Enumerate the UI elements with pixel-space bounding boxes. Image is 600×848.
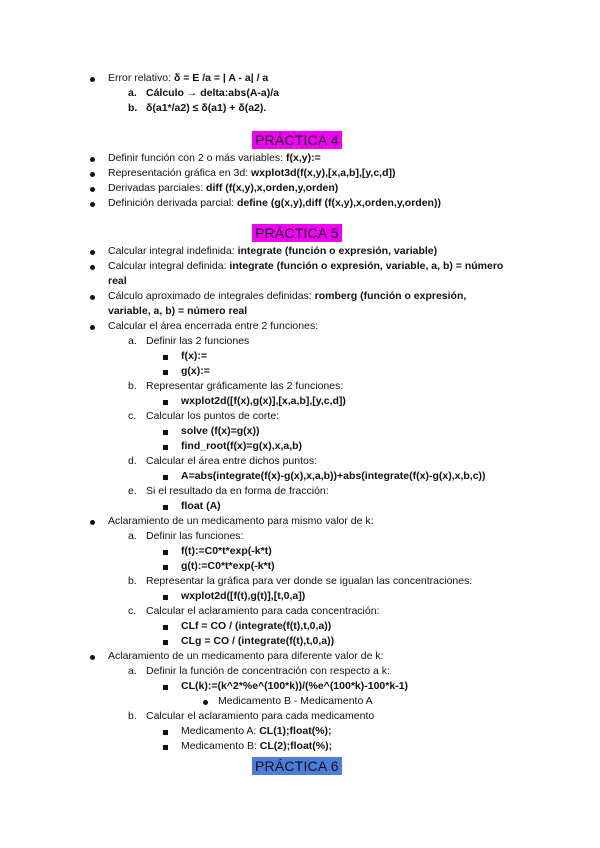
square-bullet bbox=[163, 625, 168, 630]
square-bullet bbox=[163, 565, 168, 570]
sub-sub-item: CLg = CO / (integrate(f(t),t,0,a)) bbox=[181, 635, 335, 647]
sub-marker: b. bbox=[128, 380, 137, 392]
bullet-dot bbox=[90, 187, 95, 192]
bullet-dot bbox=[90, 655, 95, 660]
square-bullet bbox=[163, 445, 168, 450]
square-bullet bbox=[163, 550, 168, 555]
sub-sub-item: f(t):=C0*t*exp(-k*t) bbox=[181, 545, 272, 557]
sub-sub-item: CLf = CO / (integrate(f(t),t,0,a)) bbox=[181, 620, 332, 632]
sub-marker: c. bbox=[128, 605, 137, 617]
sub-item: Representar gráficamente las 2 funciones: bbox=[146, 380, 344, 392]
bullet-dot bbox=[90, 250, 95, 255]
heading-practica-6: PRÁCTICA 6 bbox=[252, 757, 342, 775]
sub-item: Calcular los puntos de corte: bbox=[146, 410, 280, 422]
sub-item: Definir las 2 funciones bbox=[146, 335, 250, 347]
sub-item: Calcular el aclaramiento para cada concentración: bbox=[146, 605, 380, 617]
list-item: Definición derivada parcial: define (g(x,y),diff (f(x,y),x,orden,y,orden)) bbox=[108, 197, 441, 209]
list-item-continuation: variable, a, b) = número real bbox=[108, 305, 248, 317]
sub-marker: a. bbox=[128, 87, 137, 99]
bullet-dot bbox=[90, 295, 95, 300]
sub-sub-item: g(t):=C0*t*exp(-k*t) bbox=[181, 560, 275, 572]
sub-marker: a. bbox=[128, 335, 137, 347]
sub-sub-item: A=abs(integrate(f(x)-g(x),x,a,b))+abs(integrate(f(x)-g(x),x,b,c)) bbox=[181, 470, 486, 482]
bullet-dot bbox=[90, 77, 95, 82]
sub-item: Calcular el área entre dichos puntos: bbox=[146, 455, 318, 467]
sub-marker: b. bbox=[128, 575, 137, 587]
sub-marker: a. bbox=[128, 665, 137, 677]
sub-item: Definir la función de concentración con respecto a k: bbox=[146, 665, 390, 677]
square-bullet bbox=[163, 370, 168, 375]
sub-marker: b. bbox=[128, 710, 137, 722]
sub-sub-item: Medicamento B: CL(2);float(%); bbox=[181, 740, 333, 752]
sub-sub-sub-item: Medicamento B - Medicamento A bbox=[218, 695, 373, 707]
list-item: Representación gráfica en 3d: wxplot3d(f(x,y),[x,a,b],[y,c,d]) bbox=[108, 167, 396, 179]
bullet-dot bbox=[90, 325, 95, 330]
sub-sub-item: Medicamento A: CL(1);float(%); bbox=[181, 725, 332, 737]
sub-sub-item: wxplot2d([f(x),g(x)],[x,a,b],[y,c,d]) bbox=[181, 395, 346, 407]
list-item: Aclaramiento de un medicamento para diferente valor de k: bbox=[108, 650, 384, 662]
heading-practica-4: PRÁCTICA 4 bbox=[252, 131, 342, 149]
square-bullet bbox=[163, 685, 168, 690]
sub-item-delta: δ(a1*/a2) ≤ δ(a1) + δ(a2). bbox=[146, 102, 267, 114]
sub-item: Si el resultado da en forma de fracción: bbox=[146, 485, 329, 497]
bullet-dot bbox=[203, 700, 208, 705]
sub-sub-item: g(x):= bbox=[181, 365, 210, 377]
square-bullet bbox=[163, 475, 168, 480]
sub-marker: a. bbox=[128, 530, 137, 542]
list-item: Cálculo aproximado de integrales definidas: romberg (función o expresión, bbox=[108, 290, 467, 302]
square-bullet bbox=[163, 400, 168, 405]
square-bullet bbox=[163, 595, 168, 600]
square-bullet bbox=[163, 505, 168, 510]
list-item: Calcular el área encerrada entre 2 funciones: bbox=[108, 320, 319, 332]
sub-item: Representar la gráfica para ver donde se igualan las concentraciones: bbox=[146, 575, 473, 587]
sub-sub-item: CL(k):=(k^2*%e^(100*k))/(%e^(100*k)-100*k-1) bbox=[181, 680, 409, 692]
sub-item-calculo: Cálculo → delta:abs(A-a)/a bbox=[146, 87, 280, 99]
list-item: Calcular integral indefinida: integrate (función o expresión, variable) bbox=[108, 245, 438, 257]
sub-sub-item: wxplot2d([f(t),g(t)],[t,0,a]) bbox=[181, 590, 306, 602]
sub-item: Definir las funciones: bbox=[146, 530, 244, 542]
sub-sub-item: f(x):= bbox=[181, 350, 207, 362]
list-item-error-relativo: Error relativo: δ = E /a = | A - a| / a bbox=[108, 72, 269, 84]
bullet-dot bbox=[90, 202, 95, 207]
sub-marker: e. bbox=[128, 485, 137, 497]
square-bullet bbox=[163, 640, 168, 645]
bullet-dot bbox=[90, 265, 95, 270]
list-item: Calcular integral definida: integrate (función o expresión, variable, a, b) = número bbox=[108, 260, 504, 272]
sub-marker: c. bbox=[128, 410, 137, 422]
square-bullet bbox=[163, 355, 168, 360]
sub-sub-item: solve (f(x)=g(x)) bbox=[181, 425, 260, 437]
sub-item: Calcular el aclaramiento para cada medicamento bbox=[146, 710, 375, 722]
list-item: Derivadas parciales: diff (f(x,y),x,orden,y,orden) bbox=[108, 182, 339, 194]
bullet-dot bbox=[90, 157, 95, 162]
sub-sub-item: find_root(f(x)=g(x),x,a,b) bbox=[181, 440, 303, 452]
sub-marker: b. bbox=[128, 102, 138, 114]
square-bullet bbox=[163, 745, 168, 750]
list-item: Aclaramiento de un medicamento para mismo valor de k: bbox=[108, 515, 374, 527]
list-item: Definir función con 2 o más variables: f(x,y):= bbox=[108, 152, 321, 164]
square-bullet bbox=[163, 430, 168, 435]
heading-practica-5: PRÁCTICA 5 bbox=[252, 224, 342, 242]
sub-sub-item: float (A) bbox=[181, 500, 221, 512]
list-item-continuation: real bbox=[108, 275, 127, 287]
bullet-dot bbox=[90, 520, 95, 525]
sub-marker: d. bbox=[128, 455, 137, 467]
square-bullet bbox=[163, 730, 168, 735]
bullet-dot bbox=[90, 172, 95, 177]
